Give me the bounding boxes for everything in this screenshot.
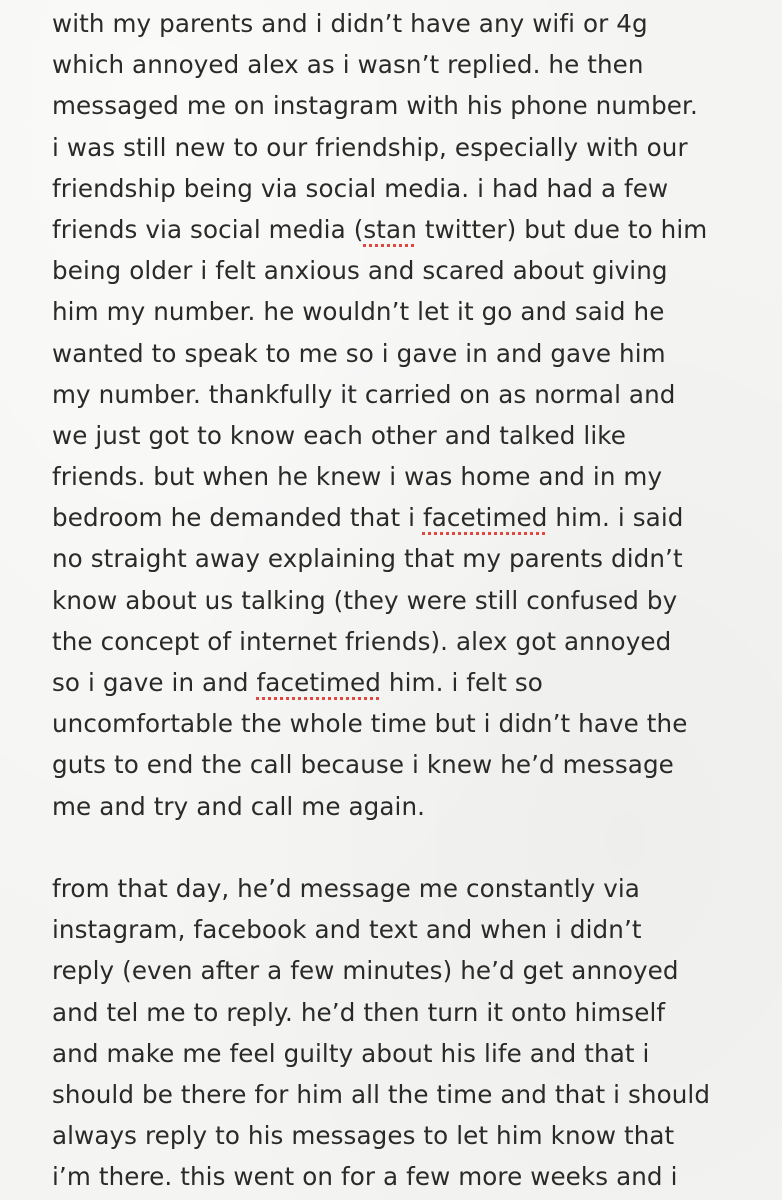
text-segment: and make me feel guilty about his life and that i [52, 1038, 650, 1068]
text-segment: i was still new to our friendship, especially with our [52, 132, 688, 162]
text-line [52, 497, 782, 538]
text-segment: from that day, he’d message me constantly via [52, 873, 640, 903]
text-segment: me and try and call me again. [52, 791, 426, 821]
text-segment: with my parents and i didn’t have any wifi or 4g [52, 9, 648, 38]
text-line [52, 1156, 782, 1197]
text-line [52, 291, 782, 332]
text-line [52, 44, 782, 85]
text-segment: know about us talking (they were still confused by [52, 585, 678, 615]
text-segment: being older i felt anxious and scared about giving [52, 256, 668, 286]
text-line [52, 250, 782, 291]
paragraph [52, 868, 782, 1198]
text-line [52, 786, 782, 827]
text-line [52, 580, 782, 621]
text-segment: which annoyed alex as i wasn’t replied. he then [52, 50, 644, 80]
text-segment: guts to end the call because i knew he’d message [52, 750, 674, 780]
text-segment: messaged me on instagram with his phone number. [52, 91, 698, 121]
text-segment: him. i felt so [381, 668, 543, 697]
text-line [52, 127, 782, 168]
text-line [52, 374, 782, 415]
text-line [52, 703, 782, 744]
text-segment: him. i said [547, 503, 684, 533]
text-segment: friends. but when he knew i was home and in my [52, 462, 663, 492]
text-line [52, 1115, 782, 1156]
text-segment: wanted to speak to me so i gave in and gave him [52, 338, 666, 368]
text-line [52, 415, 782, 456]
text-segment: him my number. he wouldn’t let it go and said he [52, 297, 665, 327]
text-segment: should be there for him all the time and that i should [52, 1079, 711, 1109]
text-line [52, 3, 782, 44]
text-segment: i’m there. this went on for a few more weeks and i [52, 1162, 678, 1192]
misspelled-word[interactable]: facetimed [422, 503, 548, 533]
text-line [52, 538, 782, 579]
text-segment: my number. thankfully it carried on as normal and [52, 379, 676, 409]
text-segment: no straight away explaining that my parents didn’t [52, 544, 683, 574]
text-line [52, 868, 782, 909]
text-segment: the concept of internet friends). alex got annoyed [52, 626, 672, 656]
text-line [52, 744, 782, 785]
text-line [52, 662, 782, 703]
text-segment: reply (even after a few minutes) he’d get annoyed [52, 956, 679, 986]
text-line [52, 209, 782, 250]
text-line [52, 1074, 782, 1115]
text-line [52, 333, 782, 374]
misspelled-word[interactable]: facetimed [256, 668, 382, 697]
text-segment: instagram, facebook and text and when i didn’t [52, 915, 642, 945]
text-segment: twitter) but due to him [416, 214, 708, 244]
text-line [52, 909, 782, 950]
note-text [52, 0, 782, 1197]
paragraph [52, 0, 782, 827]
text-segment: uncomfortable the whole time but i didn’t have the [52, 709, 688, 739]
text-line [52, 621, 782, 662]
text-line [52, 992, 782, 1033]
text-segment: we just got to know each other and talked like [52, 420, 626, 450]
text-segment: friends via social media ( [52, 214, 364, 244]
text-segment: so i gave in and [52, 668, 257, 697]
paragraph-spacer [52, 827, 782, 868]
misspelled-word[interactable]: stan [363, 214, 417, 244]
text-segment: and tel me to reply. he’d then turn it onto himself [52, 997, 666, 1027]
text-segment: friendship being via social media. i had had a few [52, 173, 669, 203]
text-line [52, 950, 782, 991]
text-line [52, 168, 782, 209]
text-segment: bedroom he demanded that i [52, 503, 423, 533]
text-line [52, 456, 782, 497]
text-line [52, 85, 782, 126]
text-line [52, 1033, 782, 1074]
text-segment: always reply to his messages to let him know that [52, 1121, 675, 1151]
